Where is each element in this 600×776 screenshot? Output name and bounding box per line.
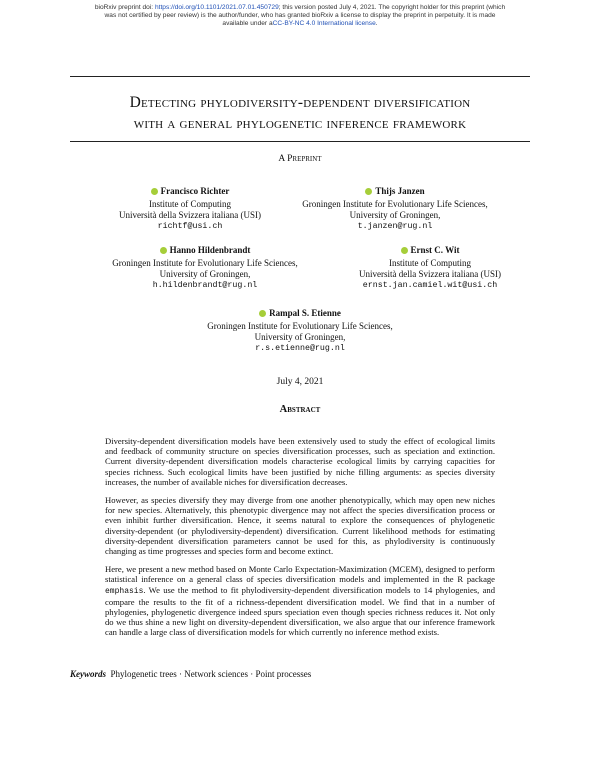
banner-line1-rest: ; this version posted July 4, 2021. The copyright holder for this preprint (which xyxy=(278,4,506,11)
author-block xyxy=(95,186,285,233)
orcid-icon[interactable] xyxy=(401,247,408,254)
author-affiliation: Groningen Institute for Evolutionary Life Sciences, xyxy=(112,257,298,268)
author-email[interactable]: h.hildenbrandt@rug.nl xyxy=(152,281,258,291)
title-rule-top xyxy=(70,76,530,77)
author-email[interactable]: r.s.etienne@rug.nl xyxy=(255,344,345,354)
author-name: Hanno Hildenbrandt xyxy=(169,245,251,255)
author-institution: University of Groningen, xyxy=(349,210,441,221)
abstract-p3-part-a: Here, we present a new method based on Monte Carlo Expectation-Maximization (MCEM), designed to perform statistical inference on a general class of species diversification models and implemented in the R package xyxy=(105,564,495,585)
title-rule-bottom xyxy=(70,141,530,142)
orcid-icon[interactable] xyxy=(365,188,372,195)
author-name: Thijs Janzen xyxy=(375,186,425,196)
banner-line3-suffix: . xyxy=(375,20,378,28)
abstract-body xyxy=(105,436,495,646)
keywords-label: Keywords xyxy=(70,669,106,679)
author-block xyxy=(95,245,315,292)
preprint-label: A Preprint xyxy=(278,154,322,164)
abstract-p3-part-b: . We use the method to fit phylodiversity-dependent diversification models to 14 phylogenies, and compare the results to the fit of a richness-dependent diversification model. We find that in a number of phylogenies, phylogenetic divergence indeed spurs speciation even though species richness reduces it. Not only do we thus shine a new light on diversity-dependent diversification, we also argue that our inference framework can handle a large class of diversification models for which currently no inference method exists. xyxy=(105,584,495,638)
abstract-paragraph-2: However, as species diversify they may diverge from one another phenotypically, which may open new niches for new species. Alternatively, this phenotypic divergence may not affect the species diversification process or even inhibit further diversification. Hence, it seems natural to explore the consequences of phylogenetic diversity-dependent (or phylodiversity-dependent) diversification. Current likelihood methods for estimating diversity-dependent diversification parameters cannot be used for this, as phylodiversity is continuously changing as time progresses and species form and become extinct. xyxy=(105,495,495,557)
orcid-icon[interactable] xyxy=(151,188,158,195)
title-line-1: Detecting phylodiversity-dependent diversification xyxy=(129,94,471,111)
biorxiv-banner xyxy=(60,4,540,29)
author-affiliation: Institute of Computing xyxy=(389,257,471,268)
doi-link[interactable]: https://doi.org/10.1101/2021.07.01.450729 xyxy=(154,4,279,11)
author-institution: University of Groningen, xyxy=(159,269,251,280)
author-block xyxy=(285,186,505,233)
author-institution: Università della Svizzera italiana (USI) xyxy=(359,269,501,280)
keywords-line xyxy=(70,669,311,679)
abstract-paragraph-3 xyxy=(105,564,495,637)
title-line-2: with a general phylogenetic inference framework xyxy=(133,115,467,132)
abstract-heading: Abstract xyxy=(279,404,321,415)
author-block xyxy=(190,308,410,355)
license-link[interactable]: CC-BY-NC 4.0 International license xyxy=(272,20,376,28)
author-block xyxy=(335,245,525,292)
author-name: Ernst C. Wit xyxy=(410,245,460,255)
author-affiliation: Institute of Computing xyxy=(149,198,231,209)
keywords-text: Phylogenetic trees · Network sciences · Point processes xyxy=(110,669,312,679)
author-affiliation: Groningen Institute for Evolutionary Life Sciences, xyxy=(302,198,488,209)
author-name: Francisco Richter xyxy=(160,186,230,196)
author-email[interactable]: richtf@usi.ch xyxy=(157,222,223,232)
package-name: emphasis xyxy=(105,586,144,596)
banner-line2: was not certified by peer review) is the author/funder, who has granted bioRxiv a license to display the preprint in perpetuity. It is made xyxy=(104,12,496,20)
paper-title xyxy=(70,92,530,134)
abstract-paragraph-1: Diversity-dependent diversification models have been extensively used to study the effect of ecological limits and feedback of community structure on species diversification processes, such as speciation and extinction. Current diversity-dependent diversification models characterise ecological limits by carrying capacities for species richness. Such ecological limits have been justified by niche filling arguments: as species diversity increases, the number of available niches for diversification decreases. xyxy=(105,436,495,487)
author-email[interactable]: ernst.jan.camiel.wit@usi.ch xyxy=(362,281,498,291)
orcid-icon[interactable] xyxy=(160,247,167,254)
banner-prefix: bioRxiv preprint doi: xyxy=(94,4,155,11)
banner-line3-prefix: available under a xyxy=(222,20,273,28)
author-name: Rampal S. Etienne xyxy=(269,308,341,318)
publication-date: July 4, 2021 xyxy=(276,377,324,387)
author-email[interactable]: t.janzen@rug.nl xyxy=(357,222,433,232)
author-institution: University of Groningen, xyxy=(254,332,346,343)
author-affiliation: Groningen Institute for Evolutionary Life Sciences, xyxy=(207,320,393,331)
orcid-icon[interactable] xyxy=(259,310,266,317)
author-institution: Università della Svizzera italiana (USI) xyxy=(119,210,261,221)
